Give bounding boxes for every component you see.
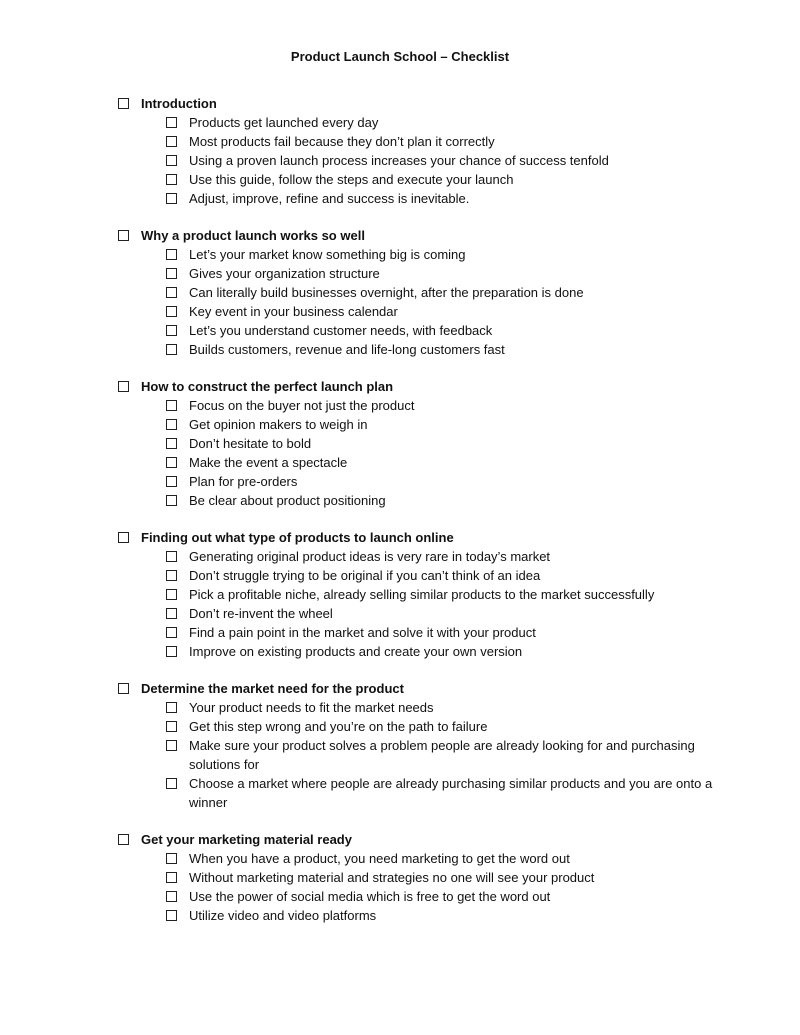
checkbox[interactable] (166, 495, 177, 506)
item-text: Choose a market where people are already purchasing similar products and you are onto a winner (189, 776, 713, 810)
item-text: Pick a profitable niche, already selling similar products to the market successfully (189, 587, 655, 602)
item-text: Can literally build businesses overnight, after the preparation is done (189, 285, 584, 300)
checkbox[interactable] (166, 136, 177, 147)
checkbox[interactable] (166, 551, 177, 562)
checkbox[interactable] (166, 891, 177, 902)
item-text: Don’t re-invent the wheel (189, 606, 333, 621)
item-text: Generating original product ideas is very rare in today’s market (189, 549, 551, 564)
section-heading: How to construct the perfect launch plan (141, 379, 394, 394)
checkbox[interactable] (166, 589, 177, 600)
checklist-item (118, 717, 718, 736)
checkbox[interactable] (166, 570, 177, 581)
item-text: When you have a product, you need marketing to get the word out (189, 851, 570, 866)
checkbox[interactable] (166, 646, 177, 657)
section-introduction (118, 94, 718, 208)
item-text: Get opinion makers to weigh in (189, 417, 368, 432)
checkbox[interactable] (166, 476, 177, 487)
checklist-item (118, 604, 718, 623)
document-title: Product Launch School – Checklist (290, 49, 510, 64)
section-heading: Determine the market need for the product (141, 681, 404, 696)
checklist-item (118, 868, 718, 887)
item-text: Improve on existing products and create your own version (189, 644, 523, 659)
checklist-item (118, 849, 718, 868)
section-heading-row (118, 679, 718, 698)
item-text: Use the power of social media which is free to get the word out (189, 889, 551, 904)
section-heading-row (118, 226, 718, 245)
checklist-item (118, 396, 718, 415)
section-heading-row (118, 528, 718, 547)
checkbox[interactable] (166, 457, 177, 468)
item-text: Be clear about product positioning (189, 493, 386, 508)
item-text: Key event in your business calendar (189, 304, 398, 319)
checkbox[interactable] (166, 268, 177, 279)
checklist-item (118, 321, 718, 340)
checklist-item (118, 264, 718, 283)
checkbox[interactable] (166, 419, 177, 430)
checkbox[interactable] (166, 608, 177, 619)
checkbox[interactable] (166, 872, 177, 883)
item-text: Don’t hesitate to bold (189, 436, 312, 451)
checkbox[interactable] (166, 740, 177, 751)
checkbox[interactable] (166, 344, 177, 355)
item-text: Your product needs to fit the market needs (189, 700, 434, 715)
section-heading-row (118, 377, 718, 396)
checkbox[interactable] (118, 532, 129, 543)
checkbox[interactable] (166, 778, 177, 789)
checklist-item (118, 566, 718, 585)
checkbox[interactable] (166, 325, 177, 336)
checklist-item (118, 472, 718, 491)
checkbox[interactable] (166, 910, 177, 921)
checklist (118, 94, 718, 943)
checkbox[interactable] (166, 853, 177, 864)
checklist-item (118, 642, 718, 661)
item-text: Gives your organization structure (189, 266, 380, 281)
checkbox[interactable] (166, 249, 177, 260)
checkbox[interactable] (118, 98, 129, 109)
checklist-item (118, 151, 718, 170)
section-heading-row (118, 94, 718, 113)
checklist-item (118, 283, 718, 302)
item-text: Use this guide, follow the steps and execute your launch (189, 172, 514, 187)
checklist-item (118, 585, 718, 604)
checkbox[interactable] (166, 193, 177, 204)
checkbox[interactable] (166, 438, 177, 449)
checkbox[interactable] (166, 117, 177, 128)
checklist-item (118, 302, 718, 321)
item-text: Let’s your market know something big is coming (189, 247, 466, 262)
checkbox[interactable] (166, 400, 177, 411)
item-text: Find a pain point in the market and solve it with your product (189, 625, 536, 640)
checkbox[interactable] (118, 381, 129, 392)
item-text: Products get launched every day (189, 115, 379, 130)
item-text: Most products fail because they don’t plan it correctly (189, 134, 495, 149)
section-product-types (118, 528, 718, 661)
section-heading: Why a product launch works so well (141, 228, 365, 243)
checkbox[interactable] (166, 721, 177, 732)
checklist-item (118, 245, 718, 264)
checkbox[interactable] (166, 287, 177, 298)
item-text: Make the event a spectacle (189, 455, 348, 470)
checklist-item (118, 906, 718, 925)
checkbox[interactable] (118, 834, 129, 845)
item-text: Builds customers, revenue and life-long customers fast (189, 342, 505, 357)
checkbox[interactable] (166, 702, 177, 713)
checkbox[interactable] (166, 306, 177, 317)
checklist-item (118, 170, 718, 189)
section-launch-plan (118, 377, 718, 510)
item-text: Without marketing material and strategies no one will see your product (189, 870, 595, 885)
section-marketing-material (118, 830, 718, 925)
checklist-item (118, 547, 718, 566)
checklist-item (118, 491, 718, 510)
checklist-item (118, 415, 718, 434)
item-text: Using a proven launch process increases your chance of success tenfold (189, 153, 609, 168)
checkbox[interactable] (166, 627, 177, 638)
section-heading: Introduction (141, 96, 217, 111)
checklist-item (118, 340, 718, 359)
section-why-launch-works (118, 226, 718, 359)
checkbox[interactable] (118, 230, 129, 241)
checkbox[interactable] (166, 174, 177, 185)
item-text: Focus on the buyer not just the product (189, 398, 415, 413)
item-text: Utilize video and video platforms (189, 908, 377, 923)
section-heading: Finding out what type of products to launch online (141, 530, 454, 545)
checkbox[interactable] (118, 683, 129, 694)
checklist-item (118, 132, 718, 151)
section-market-need (118, 679, 718, 812)
item-text: Plan for pre-orders (189, 474, 298, 489)
item-text: Don’t struggle trying to be original if you can’t think of an idea (189, 568, 541, 583)
section-heading: Get your marketing material ready (141, 832, 352, 847)
checklist-item (118, 736, 718, 774)
checklist-item (118, 887, 718, 906)
checklist-item (118, 434, 718, 453)
checklist-item (118, 189, 718, 208)
checklist-item (118, 623, 718, 642)
item-text: Let’s you understand customer needs, with feedback (189, 323, 493, 338)
item-text: Get this step wrong and you’re on the path to failure (189, 719, 488, 734)
checklist-item (118, 113, 718, 132)
item-text: Adjust, improve, refine and success is inevitable. (189, 191, 470, 206)
section-heading-row (118, 830, 718, 849)
checklist-item (118, 453, 718, 472)
checklist-item (118, 698, 718, 717)
checkbox[interactable] (166, 155, 177, 166)
checklist-item (118, 774, 718, 812)
item-text: Make sure your product solves a problem people are already looking for and purchasing solutions for (189, 738, 695, 772)
